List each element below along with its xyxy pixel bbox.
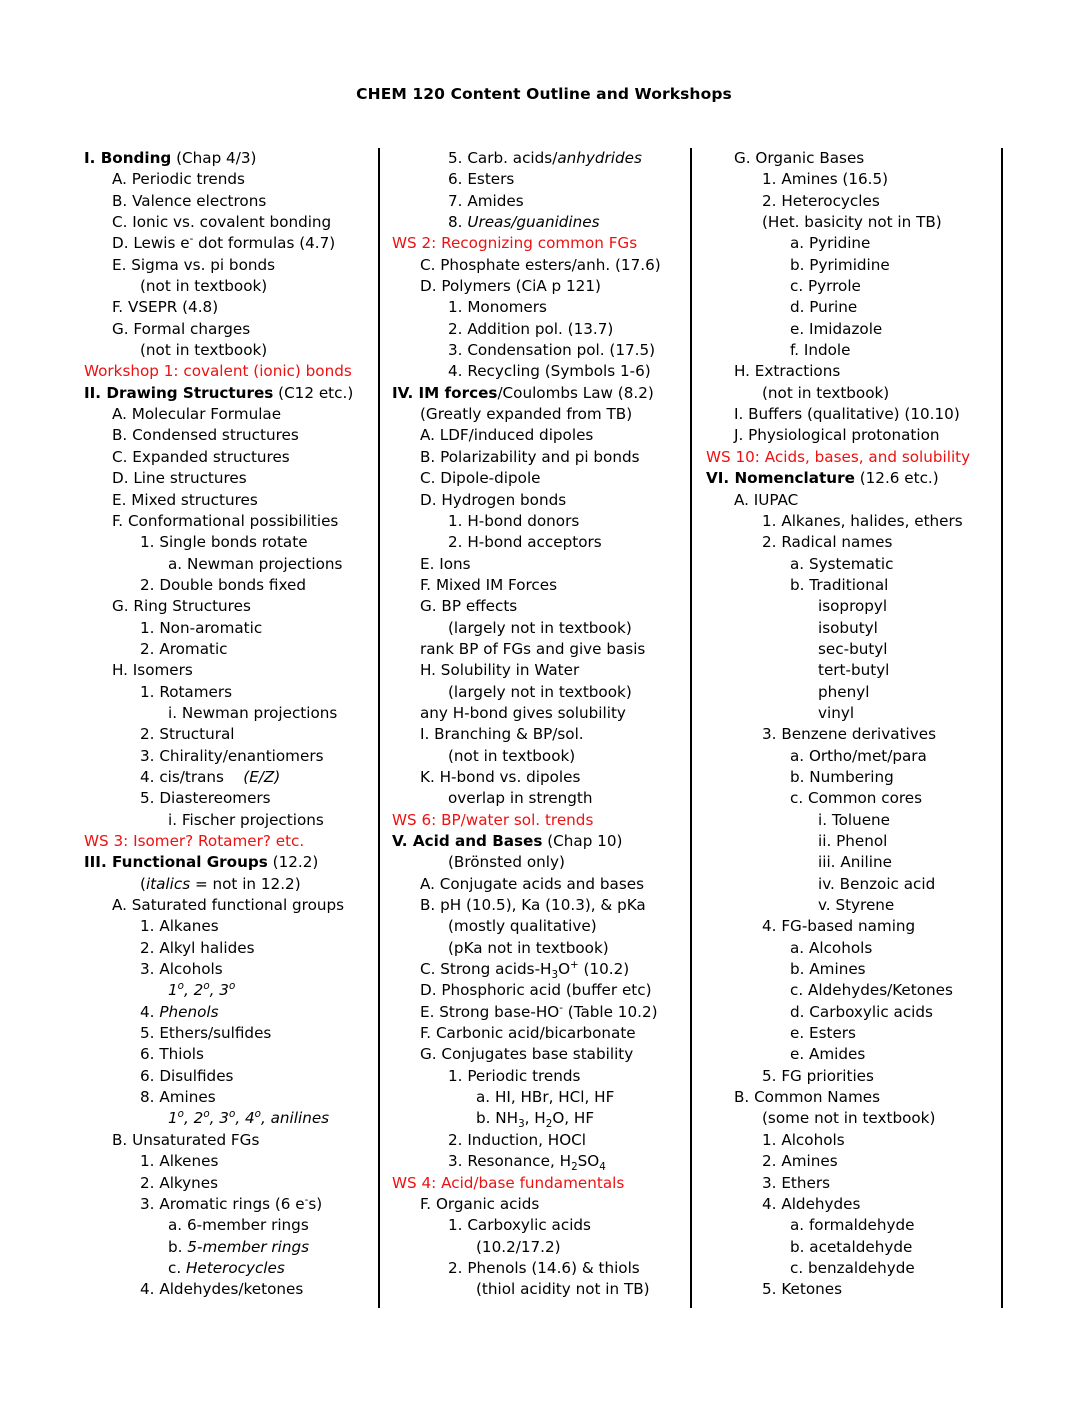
outline-item: i. Toluene bbox=[818, 810, 891, 829]
outline-item bbox=[84, 852, 370, 873]
outline-item: C. Phosphate esters/anh. (17.6) bbox=[420, 255, 661, 274]
outline-item: (not in textbook) bbox=[140, 277, 268, 296]
outline-item: 3. Chirality/enantiomers bbox=[140, 746, 324, 765]
outline-item: B. Polarizability and pi bonds bbox=[420, 447, 640, 466]
outline-item: 4. FG-based naming bbox=[762, 917, 916, 936]
outline-item: (Het. basicity not in TB) bbox=[762, 213, 942, 232]
outline-item bbox=[84, 383, 370, 404]
outline-item: v. Styrene bbox=[818, 896, 895, 915]
outline-item: 5. Diastereomers bbox=[140, 789, 271, 808]
outline-item: 6. Disulfides bbox=[140, 1066, 234, 1085]
outline-item: b. 5-member rings bbox=[168, 1237, 310, 1256]
outline-item: J. Physiological protonation bbox=[734, 426, 940, 445]
outline-heading: VI. Nomenclature bbox=[706, 469, 855, 488]
outline-item: d. Purine bbox=[790, 298, 858, 317]
outline-item: (thiol acidity not in TB) bbox=[476, 1280, 650, 1299]
outline-item: B. Common Names bbox=[734, 1088, 881, 1107]
outline-item: 1. Periodic trends bbox=[448, 1066, 581, 1085]
outline-item: 1. Alkanes bbox=[140, 917, 219, 936]
outline-item: e. Imidazole bbox=[790, 319, 883, 338]
outline-item: b. $NH_3$, $H_2O$, HF bbox=[476, 1109, 595, 1131]
outline-item: 1$^o$, 2$^o$, 3$^o$ bbox=[168, 980, 236, 1000]
outline-item: WS 2: Recognizing common FGs bbox=[392, 234, 638, 253]
outline-item: d. Carboxylic acids bbox=[790, 1002, 933, 1021]
outline-item: (mostly qualitative) bbox=[448, 917, 597, 936]
outline-item: D. Line structures bbox=[112, 469, 247, 488]
outline-item: 1. Carboxylic acids bbox=[448, 1216, 591, 1235]
outline-item: 1$^o$, 2$^o$, 3$^o$, 4$^o$, anilines bbox=[168, 1108, 330, 1128]
outline-item bbox=[392, 383, 684, 404]
outline-item: a. 6-member rings bbox=[168, 1216, 309, 1235]
outline-item: (largely not in textbook) bbox=[448, 618, 632, 637]
outline-item: 6. Esters bbox=[448, 170, 515, 189]
outline-item: 2. Induction, HOCl bbox=[448, 1130, 586, 1149]
outline-item: c. benzaldehyde bbox=[790, 1258, 915, 1277]
outline-item: rank BP of FGs and give basis bbox=[420, 639, 646, 658]
outline-item: 1. Alcohols bbox=[762, 1130, 845, 1149]
outline-item: WS 6: BP/water sol. trends bbox=[392, 810, 594, 829]
outline-item: a. HI, HBr, HCl, HF bbox=[476, 1088, 615, 1107]
outline-item: (pKa not in textbook) bbox=[448, 938, 609, 957]
outline-item: B. Valence electrons bbox=[112, 191, 267, 210]
outline-item: C. Expanded structures bbox=[112, 447, 290, 466]
outline-item: 5. Carb. acids/anhydrides bbox=[448, 149, 642, 167]
outline-item: 3. Resonance, $H_2SO_4$ bbox=[448, 1152, 606, 1174]
outline-heading-suffix: /Coulombs Law (8.2) bbox=[497, 383, 654, 402]
outline-item: 2. Double bonds fixed bbox=[140, 575, 306, 594]
outline-item: (some not in textbook) bbox=[762, 1109, 936, 1128]
outline-item: i. Newman projections bbox=[168, 703, 338, 722]
outline-item: phenyl bbox=[818, 682, 870, 701]
outline-item: H. Extractions bbox=[734, 362, 841, 381]
outline-item: 5. FG priorities bbox=[762, 1066, 874, 1085]
outline-column-3 bbox=[690, 148, 1002, 1301]
outline-heading: II. Drawing Structures bbox=[84, 383, 274, 402]
outline-item: isopropyl bbox=[818, 597, 888, 616]
outline-item: B. Unsaturated FGs bbox=[112, 1130, 260, 1149]
outline-item: 1. Monomers bbox=[448, 298, 547, 317]
outline-item: b. Pyrimidine bbox=[790, 255, 890, 274]
outline-item: 1. Non-aromatic bbox=[140, 618, 263, 637]
outline-item: (Brönsted only) bbox=[448, 853, 565, 872]
outline-item: A. Conjugate acids and bases bbox=[420, 874, 644, 893]
outline-item: E. Sigma vs. pi bonds bbox=[112, 255, 276, 274]
outline-item: (not in textbook) bbox=[140, 341, 268, 360]
outline-item: B. Condensed structures bbox=[112, 426, 299, 445]
outline-item: a. Systematic bbox=[790, 554, 894, 573]
outline-item: K. H-bond vs. dipoles bbox=[420, 767, 581, 786]
outline-item: 4. Phenols bbox=[140, 1002, 219, 1021]
outline-item: 2. Radical names bbox=[762, 533, 893, 552]
outline-item: G. Conjugates base stability bbox=[420, 1045, 634, 1064]
outline-item: A. Molecular Formulae bbox=[112, 405, 282, 424]
outline-item: a. Alcohols bbox=[790, 938, 873, 957]
outline-item: C. Ionic vs. covalent bonding bbox=[112, 213, 332, 232]
outline-item: 6. Thiols bbox=[140, 1045, 204, 1064]
outline-item: D. Lewis e- dot formulas (4.7) bbox=[112, 233, 336, 253]
outline-item: H. Isomers bbox=[112, 661, 193, 680]
outline-item: 2. Alkynes bbox=[140, 1173, 219, 1192]
outline-heading: IV. IM forces bbox=[392, 383, 498, 402]
outline-item: 1. Single bonds rotate bbox=[140, 533, 308, 552]
outline-column-1 bbox=[0, 148, 378, 1301]
outline-item: f. Indole bbox=[790, 341, 851, 360]
outline-item: (10.2/17.2) bbox=[476, 1237, 561, 1256]
outline-item: i. Fischer projections bbox=[168, 810, 324, 829]
outline-item: 3. Alcohols bbox=[140, 960, 223, 979]
outline-item: 1. Amines (16.5) bbox=[762, 170, 889, 189]
outline-item: a. Pyridine bbox=[790, 234, 871, 253]
outline-item: (not in textbook) bbox=[448, 746, 576, 765]
outline-item: c. Aldehydes/Ketones bbox=[790, 981, 953, 1000]
outline-item: b. Numbering bbox=[790, 767, 894, 786]
outline-item: G. Organic Bases bbox=[734, 149, 865, 167]
outline-list-2 bbox=[392, 148, 684, 1301]
outline-item: 2. Phenols (14.6) & thiols bbox=[448, 1258, 640, 1277]
outline-item: 4. Aldehydes bbox=[762, 1194, 861, 1213]
outline-item: E. Mixed structures bbox=[112, 490, 258, 509]
outline-item: 1. Alkanes, halides, ethers bbox=[762, 511, 963, 530]
outline-item: 2. H-bond acceptors bbox=[448, 533, 602, 552]
outline-item: 3. Benzene derivatives bbox=[762, 725, 936, 744]
outline-item: iii. Aniline bbox=[818, 853, 892, 872]
outline-item: D. Polymers (CiA p 121) bbox=[420, 277, 601, 296]
outline-item: C. Strong acids-$H_3O^+$ (10.2) bbox=[420, 959, 630, 982]
outline-item: (italics = not in 12.2) bbox=[140, 874, 301, 893]
outline-item: a. Ortho/met/para bbox=[790, 746, 927, 765]
outline-item: Workshop 1: covalent (ionic) bonds bbox=[84, 362, 352, 381]
page-title: CHEM 120 Content Outline and Workshops bbox=[356, 85, 732, 103]
outline-item: vinyl bbox=[818, 703, 855, 722]
outline-item: tert-butyl bbox=[818, 661, 890, 680]
outline-item: 1. H-bond donors bbox=[448, 511, 580, 530]
outline-item: c. Common cores bbox=[790, 789, 923, 808]
outline-item: WS 3: Isomer? Rotamer? etc. bbox=[84, 832, 305, 850]
outline-item: G. BP effects bbox=[420, 597, 518, 616]
outline-item: 4. cis/trans (E/Z) bbox=[140, 767, 281, 786]
outline-item: A. LDF/induced dipoles bbox=[420, 426, 594, 445]
outline-item: e. Amides bbox=[790, 1045, 866, 1064]
outline-item: c. Heterocycles bbox=[168, 1258, 285, 1277]
outline-list-3 bbox=[706, 148, 996, 1301]
outline-item: a. Newman projections bbox=[168, 554, 343, 573]
outline-item: (not in textbook) bbox=[762, 383, 890, 402]
outline-item: b. Traditional bbox=[790, 575, 889, 594]
outline-item: 1. Rotamers bbox=[140, 682, 233, 701]
outline-item: 8. Amines bbox=[140, 1088, 216, 1107]
outline-heading-suffix: (12.2) bbox=[267, 853, 319, 872]
outline-item: ii. Phenol bbox=[818, 832, 888, 850]
outline-item: 3. Aromatic rings (6 e-s) bbox=[140, 1193, 323, 1213]
outline-item: 2. Addition pol. (13.7) bbox=[448, 319, 614, 338]
outline-item: isobutyl bbox=[818, 618, 878, 637]
outline-item: G. Ring Structures bbox=[112, 597, 251, 616]
outline-item: b. acetaldehyde bbox=[790, 1237, 913, 1256]
outline-item: c. Pyrrole bbox=[790, 277, 861, 296]
outline-item: b. Amines bbox=[790, 960, 866, 979]
outline-item: iv. Benzoic acid bbox=[818, 874, 936, 893]
outline-item: F. Carbonic acid/bicarbonate bbox=[420, 1024, 636, 1043]
outline-item: 2. Aromatic bbox=[140, 639, 228, 658]
outline-item: A. Saturated functional groups bbox=[112, 896, 345, 915]
outline-item: F. VSEPR (4.8) bbox=[112, 298, 219, 317]
outline-item: D. Phosphoric acid (buffer etc) bbox=[420, 981, 652, 1000]
outline-heading-suffix: (Chap 4/3) bbox=[171, 149, 257, 167]
outline-item: F. Organic acids bbox=[420, 1194, 540, 1213]
outline-item: WS 4: Acid/base fundamentals bbox=[392, 1173, 625, 1192]
outline-item: 2. Heterocycles bbox=[762, 191, 880, 210]
outline-item: B. pH (10.5), Ka (10.3), & pKa bbox=[420, 896, 646, 915]
outline-item: 2. Structural bbox=[140, 725, 235, 744]
outline-item: E. Ions bbox=[420, 554, 471, 573]
outline-item: 3. Condensation pol. (17.5) bbox=[448, 341, 656, 360]
outline-item: G. Formal charges bbox=[112, 319, 251, 338]
outline-heading-suffix: (C12 etc.) bbox=[273, 383, 354, 402]
outline-heading: V. Acid and Bases bbox=[392, 832, 543, 850]
outline-item: D. Hydrogen bonds bbox=[420, 490, 567, 509]
outline-item: I. Buffers (qualitative) (10.10) bbox=[734, 405, 960, 424]
outline-item: I. Branching & BP/sol. bbox=[420, 725, 584, 744]
outline-item: WS 10: Acids, bases, and solubility bbox=[706, 447, 971, 466]
outline-item: overlap in strength bbox=[448, 789, 593, 808]
outline-item: sec-butyl bbox=[818, 639, 888, 658]
outline-heading-suffix: (12.6 etc.) bbox=[854, 469, 939, 488]
outline-item: e. Esters bbox=[790, 1024, 856, 1043]
outline-columns bbox=[0, 148, 1088, 1301]
outline-item: any H-bond gives solubility bbox=[420, 703, 626, 722]
outline-item: F. Conformational possibilities bbox=[112, 511, 339, 530]
outline-item: 2. Amines bbox=[762, 1152, 838, 1171]
outline-item: F. Mixed IM Forces bbox=[420, 575, 558, 594]
outline-column-2 bbox=[378, 148, 690, 1301]
outline-item: A. IUPAC bbox=[734, 490, 799, 509]
outline-item: 4. Recycling (Symbols 1-6) bbox=[448, 362, 651, 381]
outline-item: 3. Ethers bbox=[762, 1173, 830, 1192]
outline-item: 1. Alkenes bbox=[140, 1152, 219, 1171]
outline-heading-suffix: (Chap 10) bbox=[542, 832, 623, 850]
outline-list-1 bbox=[84, 148, 370, 1301]
outline-item: 5. Ethers/sulfides bbox=[140, 1024, 272, 1043]
outline-item: a. formaldehyde bbox=[790, 1216, 915, 1235]
outline-item: A. Periodic trends bbox=[112, 170, 245, 189]
outline-item bbox=[392, 831, 684, 852]
outline-item bbox=[84, 148, 370, 169]
outline-item: 2. Alkyl halides bbox=[140, 938, 255, 957]
outline-item: C. Dipole-dipole bbox=[420, 469, 541, 488]
outline-item: 7. Amides bbox=[448, 191, 524, 210]
outline-item: 4. Aldehydes/ketones bbox=[140, 1280, 304, 1299]
outline-item: (largely not in textbook) bbox=[448, 682, 632, 701]
outline-item: E. Strong base-HO- (Table 10.2) bbox=[420, 1001, 658, 1021]
outline-heading: III. Functional Groups bbox=[84, 853, 268, 872]
outline-heading: I. Bonding bbox=[84, 149, 172, 167]
outline-item bbox=[706, 468, 996, 489]
outline-item: (Greatly expanded from TB) bbox=[420, 405, 633, 424]
outline-item: 5. Ketones bbox=[762, 1280, 842, 1299]
outline-item: 8. Ureas/guanidines bbox=[448, 213, 600, 232]
outline-item: H. Solubility in Water bbox=[420, 661, 580, 680]
